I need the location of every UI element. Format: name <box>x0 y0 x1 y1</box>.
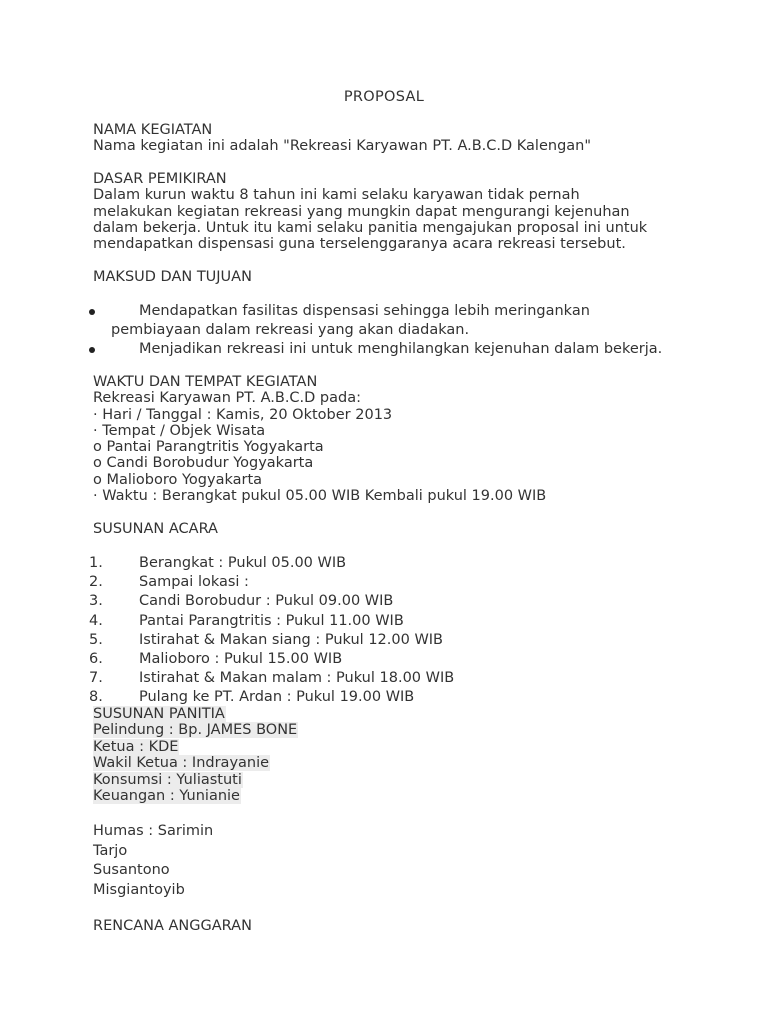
detail-line: o Candi Borobudur Yogyakarta <box>93 455 314 472</box>
paragraph-line: mendapatkan dispensasi guna terselenggaranya acara rekreasi tersebut. <box>93 236 626 253</box>
list-text: Malioboro : Pukul 15.00 WIB <box>139 650 343 667</box>
detail-line: Rekreasi Karyawan PT. A.B.C.D pada: <box>93 390 361 407</box>
bullet-icon <box>89 309 95 315</box>
section-dasar-pemikiran <box>93 171 647 252</box>
section-humas <box>93 822 213 900</box>
list-number: 3. <box>89 593 103 610</box>
list-text: Istirahat & Makan siang : Pukul 12.00 WIB <box>139 631 444 648</box>
section-text: Nama kegiatan ini adalah "Rekreasi Karyawan PT. A.B.C.D Kalengan" <box>93 138 592 155</box>
list-text: Candi Borobudur : Pukul 09.00 WIB <box>139 593 394 610</box>
bullet-item-text: Mendapatkan fasilitas dispensasi sehingga lebih meringankan <box>139 303 590 319</box>
list-number: 8. <box>89 689 103 706</box>
list-number: 7. <box>89 670 103 687</box>
bullet-item-text-continued: pembiayaan dalam rekreasi yang akan diadakan. <box>111 322 470 338</box>
detail-line: o Pantai Parangtritis Yogyakarta <box>93 439 324 456</box>
committee-line: Tarjo <box>93 842 128 859</box>
list-text: Istirahat & Makan malam : Pukul 18.00 WIB <box>139 670 455 687</box>
section-heading-susunan-acara: SUSUNAN ACARA <box>93 521 218 537</box>
bullet-item-text: Menjadikan rekreasi ini untuk menghilangkan kejenuhan dalam bekerja. <box>139 341 663 357</box>
detail-line: · Waktu : Berangkat pukul 05.00 WIB Kembali pukul 19.00 WIB <box>93 488 547 505</box>
committee-line: Misgiantoyib <box>93 881 185 898</box>
list-number: 6. <box>89 650 103 667</box>
section-heading: SUSUNAN PANITIA <box>93 706 225 722</box>
list-text: Sampai lokasi : <box>139 574 249 591</box>
section-heading-rencana-anggaran: RENCANA ANGGARAN <box>93 918 252 934</box>
paragraph-line: dalam bekerja. Untuk itu kami selaku panitia mengajukan proposal ini untuk <box>93 219 648 236</box>
committee-line: Keuangan : Yunianie <box>93 787 240 804</box>
paragraph-line: melakukan kegiatan rekreasi yang mungkin dapat mengurangi kejenuhan <box>93 203 630 220</box>
section-heading: WAKTU DAN TEMPAT KEGIATAN <box>93 374 318 390</box>
detail-line: · Hari / Tanggal : Kamis, 20 Oktober 2013 <box>93 406 393 423</box>
document-title: PROPOSAL <box>343 89 425 105</box>
list-text: Pulang ke PT. Ardan : Pukul 19.00 WIB <box>139 689 415 706</box>
section-heading-maksud-tujuan: MAKSUD DAN TUJUAN <box>93 269 252 285</box>
list-text: Pantai Parangtritis : Pukul 11.00 WIB <box>139 612 404 629</box>
committee-line: Susantono <box>93 862 170 878</box>
section-heading: DASAR PEMIKIRAN <box>93 171 227 187</box>
list-number: 4. <box>89 612 103 629</box>
committee-line: Konsumsi : Yuliastuti <box>93 771 242 788</box>
paragraph-line: Dalam kurun waktu 8 tahun ini kami selaku karyawan tidak pernah <box>93 187 580 204</box>
committee-line: Wakil Ketua : Indrayanie <box>93 755 270 772</box>
section-waktu-tempat <box>93 374 546 504</box>
list-text: Berangkat : Pukul 05.00 WIB <box>139 555 347 571</box>
section-susunan-panitia <box>93 706 298 804</box>
detail-line: o Malioboro Yogyakarta <box>93 471 263 488</box>
section-heading: NAMA KEGIATAN <box>93 122 213 138</box>
committee-line: Ketua : KDE <box>93 738 179 755</box>
bullet-icon <box>89 347 95 353</box>
section-nama-kegiatan <box>93 122 591 155</box>
committee-line: Humas : Sarimin <box>93 823 214 839</box>
detail-line: · Tempat / Objek Wisata <box>93 422 266 439</box>
list-number: 1. <box>89 555 103 571</box>
list-number: 2. <box>89 574 103 591</box>
committee-line: Pelindung : Bp. JAMES BONE <box>93 722 298 739</box>
list-number: 5. <box>89 631 103 648</box>
